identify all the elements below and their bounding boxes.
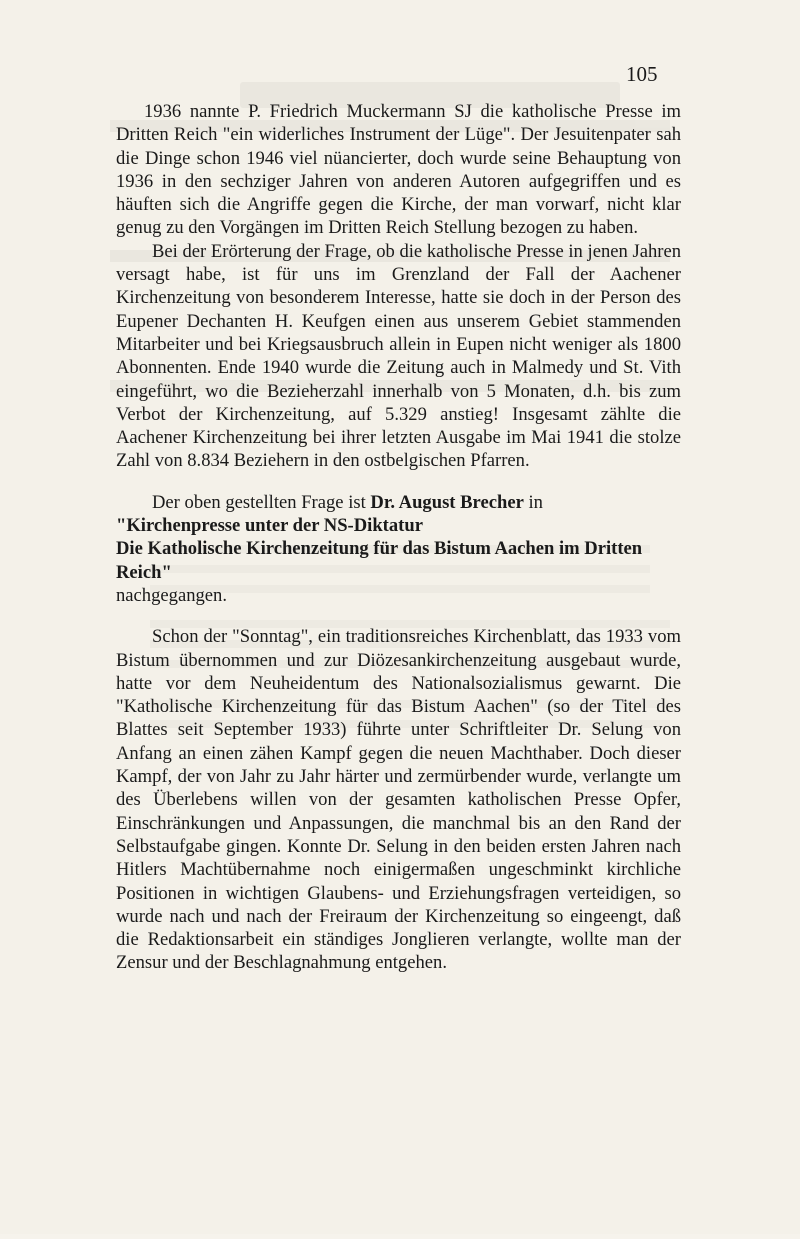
- body-text: [116, 100, 681, 975]
- page-number: 105: [626, 62, 658, 86]
- book-title-line-1: "Kirchenpresse unter der NS-Diktatur: [116, 515, 423, 537]
- paragraph-2: Bei der Erörterung der Frage, ob die katholische Presse in jenen Jahren versagt habe, ist für uns im Grenzland der Fall der Aachener Kirchenzeitung von besonderem Interesse, hatte sie doch in der Person des Eupener Dechanten H. Keufgen einen aus unserem Gebiet stammenden Mitarbeiter und bei Kriegsausbruch allein in Eupen nicht weniger als 1800 Abonnenten. Ende 1940 wurde die Zeitung auch in Malmedy und St. Vith eingeführt, wo die Bezieherzahl innerhalb von 5 Monaten, d.h. bis zum Verbot der Kirchenzeitung, auf 5.329 anstieg! Insgesamt zählte die Aachener Kirchenzeitung bei ihrer letzten Ausgabe im Mai 1941 die stolze Zahl von 8.834 Beziehern in den ostbelgischen Pfarren.: [116, 240, 681, 472]
- paragraph-3: [116, 491, 681, 514]
- paragraph-3-in: in: [528, 491, 543, 513]
- paragraph-3-outro: nachgegangen.: [116, 584, 227, 606]
- paragraph-1: 1936 nannte P. Friedrich Muckermann SJ die katholische Presse im Dritten Reich "ein widerliches Instrument der Lüge". Der Jesuitenpater sah die Dinge schon 1946 viel nüancierter, doch wurde seine Behauptung von 1936 in den sechziger Jahren von anderen Autoren aufgegriffen und es häuften sich die Angriffe gegen die Kirche, der man vorwarf, nicht klar genug zu den Vorgängen im Dritten Reich Stellung bezogen zu haben.: [116, 101, 681, 239]
- book-title-line-2: Die Katholische Kirchenzeitung für das Bistum Aachen im Dritten Reich": [116, 538, 643, 583]
- author-name: Dr. August Brecher: [370, 491, 524, 513]
- paragraph-3-intro: Der oben gestellten Frage ist: [152, 491, 366, 513]
- paragraph-3-title: [116, 514, 681, 607]
- paragraph-4: Schon der "Sonntag", ein traditionsreiches Kirchenblatt, das 1933 vom Bistum übernommen und zur Diözesankirchenzeitung ausgebaut wurde, hatte vor dem Neuheidentum des Nationalsozialismus gewarnt. Die "Katholische Kirchenzeitung für das Bistum Aachen" (so der Titel des Blattes seit September 1933) führte unter Schriftleiter Dr. Selung von Anfang an einen zähen Kampf gegen die neuen Machthaber. Doch dieser Kampf, der von Jahr zu Jahr härter und zermürbender wurde, verlangte um des Überlebens willen von der gesamten katholischen Presse Opfer, Einschränkungen und Anpassungen, die manchmal bis an den Rand der Selbstaufgabe gingen. Konnte Dr. Selung in den beiden ersten Jahren nach Hitlers Machtübernahme noch einigermaßen ungeschminkt kirchliche Positionen in wichtigen Glaubens- und Erziehungsfragen verteidigen, so wurde nach und nach der Freiraum der Kirchenzeitung so eingeengt, daß die Redaktionsarbeit ein ständiges Jonglieren verlangte, wollte man der Zensur und der Beschlagnahmung entgehen.: [116, 626, 681, 974]
